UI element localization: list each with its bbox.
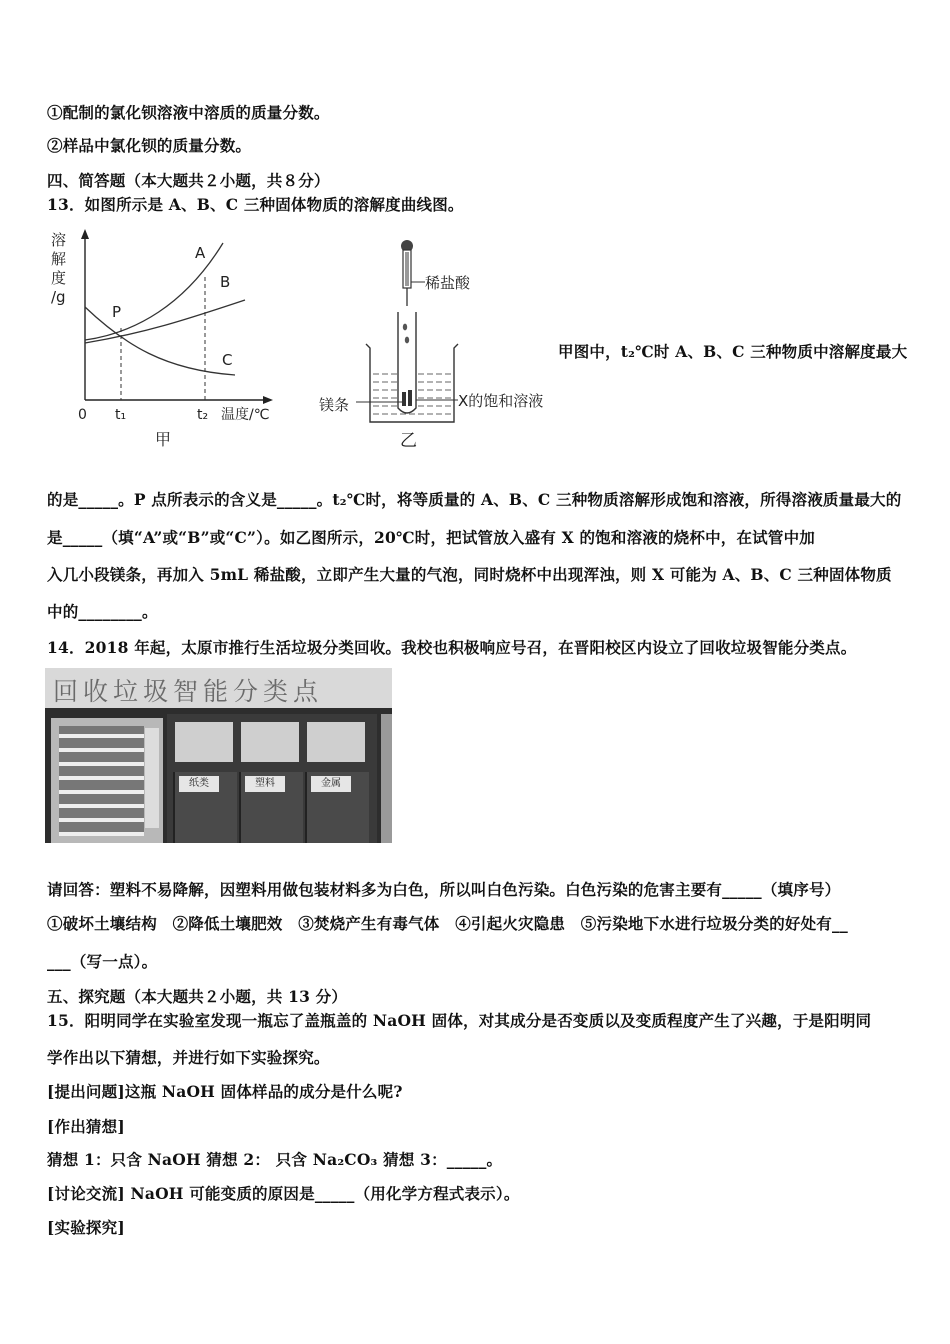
caption-jia: 甲 (155, 430, 172, 449)
question-14-options: ①破坏土壤结构 ②降低土壤肥效 ③焚烧产生有毒气体 ④引起火灾隐患 ⑤污染地下水进行垃圾分类的好处有__ (47, 914, 848, 933)
label-point-p: P (112, 303, 122, 321)
question-part-2: ②样品中氯化钡的质量分数。 (47, 136, 252, 155)
question-13-text-a: 甲图中，t₂℃时 A、B、C 三种物质中溶解度最大 (558, 342, 908, 361)
question-15-hypothesis-heading: [作出猜想] (47, 1117, 125, 1136)
photo-banner (45, 668, 392, 708)
ylabel-3: 度 (51, 269, 67, 287)
section-heading-4: 四、简答题（本大题共２小题，共８分） (47, 171, 330, 190)
curve-b (85, 300, 245, 343)
bin-metal-label: 金属 (311, 776, 351, 792)
question-15-hypotheses: 猜想 1：只含 NaOH 猜想 2： 只含 Na₂CO₃ 猜想 3：_____。 (47, 1150, 503, 1169)
label-curve-b: B (220, 273, 231, 291)
label-t2: t₂ (197, 407, 209, 423)
question-13-text-b: 的是_____。P 点所表示的含义是_____。t₂℃时，将等质量的 A、B、C 三种物质溶解形成饱和溶液，所得溶液质量最大的 (47, 490, 902, 509)
label-t1: t₁ (115, 407, 127, 423)
bin-paper-label: 纸类 (179, 776, 219, 792)
test-tube (398, 312, 416, 413)
curve-c (85, 307, 235, 375)
caption-yi: 乙 (400, 431, 417, 451)
banner-text: 回收垃圾智能分类点 (53, 677, 324, 706)
question-15-text-b: 学作出以下猜想，并进行如下实验探究。 (47, 1048, 330, 1067)
label-solution: X的饱和溶液 (458, 392, 544, 410)
apparatus-diagram (310, 232, 560, 454)
question-13-intro: 13．如图所示是 A、B、C 三种固体物质的溶解度曲线图。 (47, 195, 464, 214)
recycling-photo (45, 668, 392, 843)
ylabel-2: 解 (51, 250, 67, 268)
smart-bins (167, 714, 377, 843)
section-heading-5: 五、探究题（本大题共２小题，共 13 分） (47, 987, 348, 1006)
question-13-text-d: 入几小段镁条，再加入 5mL 稀盐酸，立即产生大量的气泡，同时烧杯中出现浑浊，则 X 可能为 A、B、C 三种固体物质 (47, 565, 892, 584)
label-mg: 镁条 (319, 396, 350, 414)
question-14-intro: 14．2018 年起，太原市推行生活垃圾分类回收。我校也积极响应号召，在晋阳校区内设立了回收垃圾智能分类点。 (47, 638, 857, 657)
label-curve-c: C (222, 351, 233, 369)
ylabel-4: /g (51, 288, 66, 306)
question-15-discussion: [讨论交流] NaOH 可能变质的原因是_____（用化学方程式表示）。 (47, 1184, 520, 1203)
bin-plastic-label: 塑料 (245, 776, 285, 792)
label-xaxis: 温度/℃ (221, 407, 270, 423)
question-13-text-e: 中的________。 (47, 602, 158, 621)
question-13-text-c: 是_____（填“A”或“B”或“C”）。如乙图所示，20℃时，把试管放入盛有 X 的饱和溶液的烧杯中，在试管中加 (47, 528, 815, 547)
question-part-1: ①配制的氯化钡溶液中溶质的质量分数。 (47, 103, 330, 122)
solubility-chart (45, 225, 285, 455)
ylabel-1: 溶 (51, 231, 67, 249)
chart-axes (81, 229, 273, 404)
dropper (401, 240, 413, 306)
question-15-experiment-heading: [实验探究] (47, 1218, 125, 1237)
question-15-text-a: 15．阳明同学在实验室发现一瓶忘了盖瓶盖的 NaOH 固体，对其成分是否变质以及变质程度产生了兴趣，于是阳明同 (47, 1011, 872, 1030)
label-acid: 稀盐酸 (425, 274, 471, 292)
question-14-text-b: ___（写一点）。 (47, 952, 158, 971)
label-origin: 0 (78, 407, 87, 423)
label-curve-a: A (195, 244, 206, 262)
vending-machine (51, 718, 163, 843)
question-15-problem: [提出问题]这瓶 NaOH 固体样品的成分是什么呢? (47, 1082, 403, 1101)
question-14-text-a: 请回答：塑料不易降解，因塑料用做包装材料多为白色，所以叫白色污染。白色污染的危害主要有_____（填序号） (47, 880, 841, 899)
